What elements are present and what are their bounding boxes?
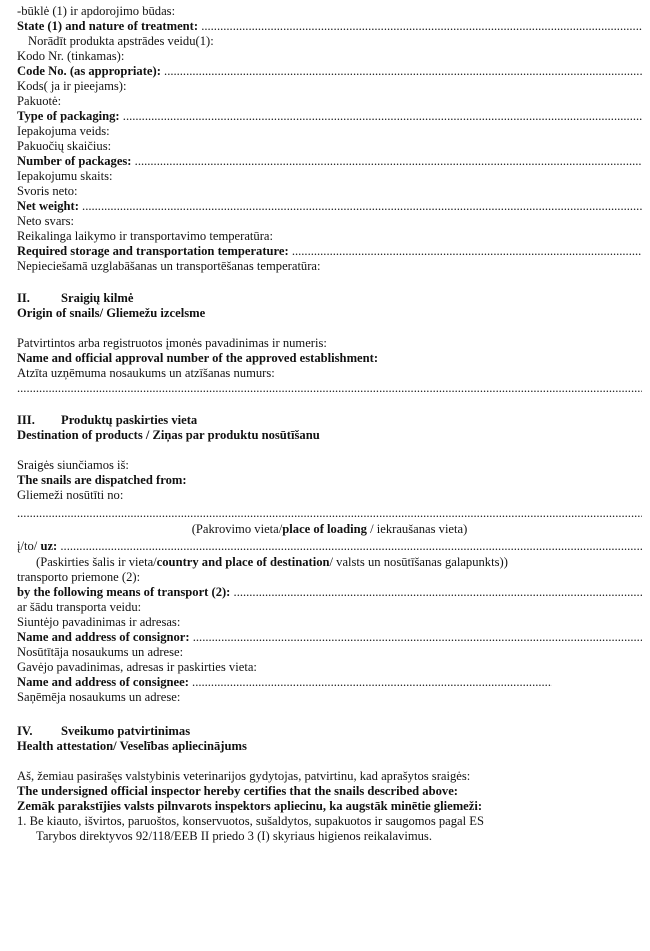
section-4-heading — [17, 724, 642, 739]
dispatched-lv: Gliemeži nosūtīti no: — [17, 488, 124, 502]
temperature-lv: Nepieciešamā uzglabāšanas un transportēšanas temperatūra: — [17, 259, 321, 273]
packages-lv: Iepakojumu skaits: — [17, 169, 113, 183]
transport-field: by the following means of transport (2): ..... — [17, 585, 642, 600]
dest-bold: country and place of destination — [156, 555, 330, 569]
consignee-lt: Gavėjo pavadinimas, adresas ir paskirties vieta: — [17, 660, 257, 674]
consignor-field: Name and address of consignor: ..... — [17, 630, 642, 645]
section-2-heading — [17, 291, 642, 306]
loading-bold: place of loading — [282, 522, 367, 536]
code-lv: Kods( ja ir pieejams): — [17, 79, 127, 93]
packaging-lt: Pakuotė: — [17, 94, 62, 108]
dest-suffix: / valsts un nosūtīšanas galapunkts)) — [329, 555, 508, 569]
establishment-en: Name and official approval number of the approved establishment: — [17, 351, 379, 365]
transport-lt: transporto priemone (2): — [17, 570, 141, 584]
attestation-lv: Zemāk parakstījies valsts pilnvarots inspektors apliecinu, ka augstāk minētie gliemeži: — [17, 799, 483, 813]
code-field: Code No. (as appropriate): ..... — [17, 64, 642, 79]
loading-suffix: / iekraušanas vieta) — [366, 522, 468, 536]
to-bold: uz: — [40, 539, 58, 553]
attestation-lt: Aš, žemiau pasirašęs valstybinis veterinarijos gydytojas, patvirtinu, kad aprašytos sraigės: — [17, 769, 471, 783]
establishment-lv: Atzīta uzņēmuma nosaukums un atzīšanas numurs: — [17, 366, 275, 380]
temperature-lt: Reikalinga laikymo ir transportavimo temperatūra: — [17, 229, 273, 243]
net-weight-field: Net weight: ..... — [17, 199, 642, 214]
attestation-en: The undersigned official inspector hereby certifies that the snails described above: — [17, 784, 458, 798]
establishment-dotted-line — [17, 381, 642, 396]
to-prefix: į/to/ — [17, 539, 41, 553]
condition-lt: -būklė (1) ir apdorojimo būdas: — [17, 4, 176, 18]
transport-lv: ar šādu transporta veidu: — [17, 600, 142, 614]
item-1-line-1: 1. Be kiauto, išvirtos, paruoštos, konservuotos, sušaldytos, supakuotos ir saugomos pagal ES — [17, 814, 484, 828]
code-lt: Kodo Nr. (tinkamas): — [17, 49, 125, 63]
section-2-number: II. — [17, 291, 30, 305]
establishment-lt: Patvirtintos arba registruotos įmonės pavadinimas ir numeris: — [17, 336, 327, 350]
packages-lt: Pakuočių skaičius: — [17, 139, 112, 153]
place-of-loading-caption — [17, 522, 642, 537]
section-4-subtitle: Health attestation/ Veselības apliecinājums — [17, 739, 247, 753]
destination-caption — [36, 555, 650, 570]
section-2-title: Sraigių kilmė — [61, 291, 134, 305]
item-1-line-2: Tarybos direktyvos 92/118/EEB II priedo 3 (I) skyriaus higienos reikalavimus. — [36, 829, 432, 843]
dispatch-dotted-line — [17, 506, 642, 521]
weight-lt: Svoris neto: — [17, 184, 78, 198]
consignor-lv: Nosūtītāja nosaukums un adrese: — [17, 645, 184, 659]
dispatched-en: The snails are dispatched from: — [17, 473, 187, 487]
treatment-lv: Norādīt produkta apstrādes veidu(1): — [28, 34, 214, 48]
section-4-number: IV. — [17, 724, 33, 738]
state-treatment-field: State (1) and nature of treatment: ..... — [17, 19, 642, 34]
packaging-field: Type of packaging: ..... — [17, 109, 642, 124]
consignee-field: Name and address of consignee: ..... — [17, 675, 552, 690]
temperature-field: Required storage and transportation temperature: ..... — [17, 244, 642, 259]
section-4-title: Sveikumo patvirtinimas — [61, 724, 191, 738]
section-3-number: III. — [17, 413, 35, 427]
packages-field: Number of packages: ..... — [17, 154, 642, 169]
consignee-lv: Saņēmēja nosaukums un adrese: — [17, 690, 181, 704]
section-3-heading — [17, 413, 642, 428]
loading-prefix: (Pakrovimo vieta/ — [191, 522, 283, 536]
weight-lv: Neto svars: — [17, 214, 75, 228]
destination-field — [17, 539, 642, 554]
section-2-subtitle: Origin of snails/ Gliemežu izcelsme — [17, 306, 206, 320]
section-3-title: Produktų paskirties vieta — [61, 413, 198, 427]
consignor-lt: Siuntėjo pavadinimas ir adresas: — [17, 615, 181, 629]
packaging-lv: Iepakojuma veids: — [17, 124, 110, 138]
section-3-subtitle: Destination of products / Ziņas par produktu nosūtīšanu — [17, 428, 320, 442]
dispatched-lt: Sraigės siunčiamos iš: — [17, 458, 129, 472]
dest-prefix: (Paskirties šalis ir vieta/ — [36, 555, 157, 569]
